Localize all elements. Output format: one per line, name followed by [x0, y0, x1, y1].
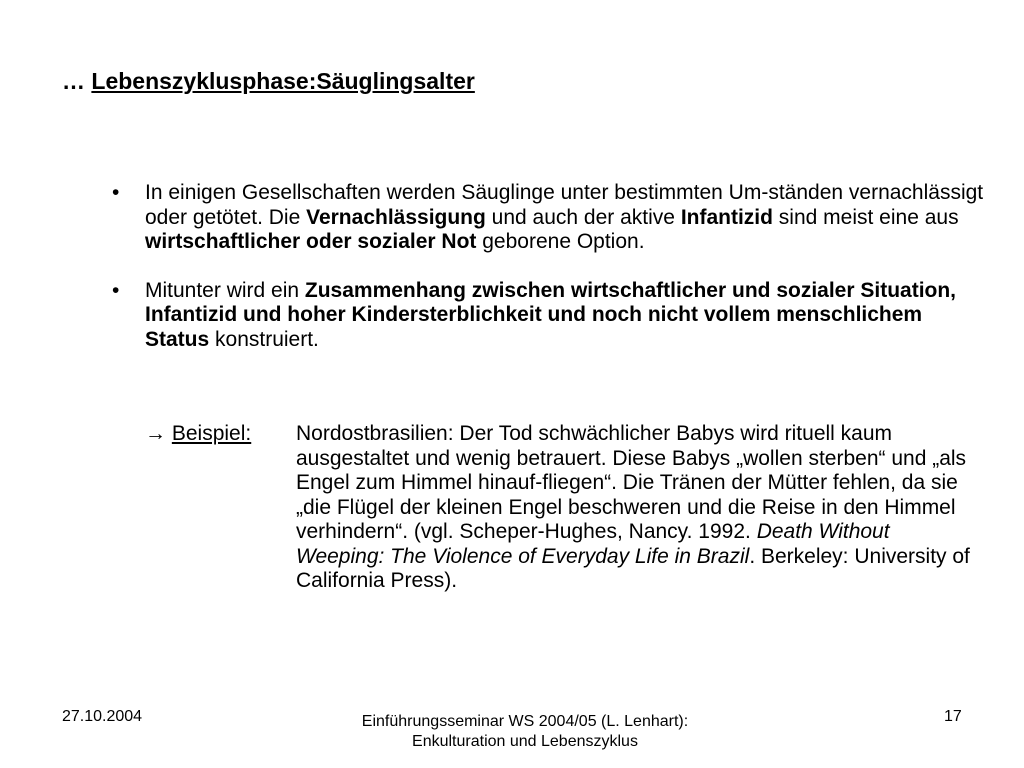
example-heading [145, 422, 251, 447]
emphasis-not: wirtschaftlicher oder sozialer Not [145, 230, 477, 253]
emphasis-infantizid: Infantizid [680, 205, 773, 229]
example-text [296, 422, 975, 594]
text-run: In einigen Gesellschaften werden Säuglinge unter bestimmten Um-ständen vernachlässigt oder getötet. Die [145, 181, 984, 229]
bullet-icon: • [112, 181, 120, 204]
bullet-list [112, 181, 992, 352]
text-run: geborene Option. [476, 230, 645, 253]
title-prefix: … [62, 68, 92, 94]
bullet-item-2 [112, 279, 992, 353]
footer-date: 27.10.2004 [62, 708, 143, 725]
example-block [145, 422, 975, 594]
book-title: Death Without Weeping: The Violence of Everyday Life in Brazil [296, 520, 890, 568]
text-run: Nordostbrasilien: Der Tod schwächlicher Babys wird rituell kaum ausgestaltet und wenig betrauert. Diese Babys „wollen sterben“ und „als Engel zum Himmel hinauf-fliegen“. Die Tränen der Mütter fehlen, da sie „die Flügel der kleinen Engel beschweren und die Reise in den Himmel verhindern“. (vgl. Scheper-Hughes, Nancy. 1992. [296, 422, 967, 543]
footer-course [300, 712, 750, 752]
text-run: konstruiert. [209, 327, 319, 351]
title-text: Lebenszyklusphase:Säuglingsalter [91, 68, 475, 94]
bullet-icon: • [112, 278, 120, 302]
bullet-text [145, 181, 983, 253]
arrow-right-icon: → [145, 422, 166, 445]
emphasis-vernachlaessigung: Vernachlässigung [306, 205, 486, 229]
page-number: 17 [944, 708, 962, 725]
text-run: sind meist eine aus [772, 205, 959, 229]
footer-course-line-2: Enkulturation und Lebenszyklus [412, 733, 638, 750]
bullet-text [145, 279, 956, 351]
example-label: Beispiel: [171, 422, 252, 445]
bullet-item-1 [112, 181, 992, 255]
text-run: und auch der aktive [485, 205, 681, 229]
emphasis-zusammenhang: Zusammenhang zwischen wirtschaftlicher und sozialer Situation, Infantizid und hoher Kindersterblichkeit und noch nicht vollem menschlichem Status [145, 278, 957, 351]
text-run: . Berkeley: University of California Press). [296, 544, 970, 592]
footer-course-line-1: Einführungsseminar WS 2004/05 (L. Lenhart): [361, 713, 689, 730]
slide-title [62, 68, 475, 95]
text-run: Mitunter wird ein [145, 278, 305, 302]
